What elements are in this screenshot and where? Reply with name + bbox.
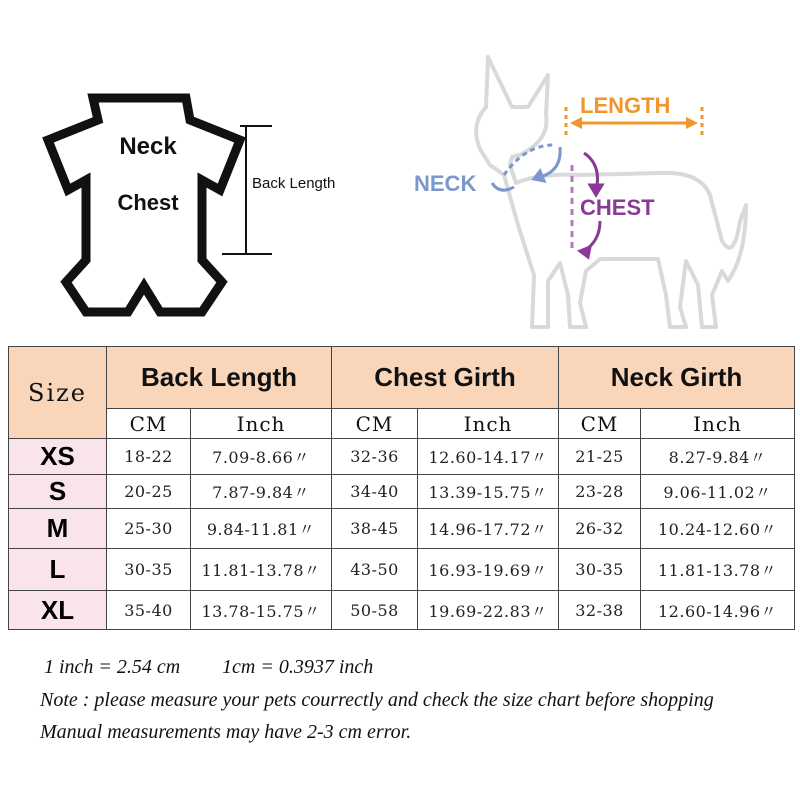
table-cell: 50-58 xyxy=(332,591,418,630)
table-cell: 16.93-19.69〃 xyxy=(418,549,559,591)
table-row xyxy=(9,475,795,509)
table-cell: 25-30 xyxy=(107,509,191,549)
table-cell: 35-40 xyxy=(107,591,191,630)
measurement-error-note: Manual measurements may have 2-3 cm error. xyxy=(40,721,412,743)
garment-chest-label: Chest xyxy=(117,190,179,215)
table-group-header-row xyxy=(9,347,795,409)
table-cell: 32-36 xyxy=(332,439,418,475)
unit-header: Inch xyxy=(641,409,795,439)
table-cell: 26-32 xyxy=(559,509,641,549)
table-row xyxy=(9,549,795,591)
garment-neck-label: Neck xyxy=(119,133,177,160)
back-length-header: Back Length xyxy=(107,347,332,409)
table-cell: 9.06-11.02〃 xyxy=(641,475,795,509)
unit-header: CM xyxy=(332,409,418,439)
table-cell: 11.81-13.78〃 xyxy=(191,549,332,591)
inch-to-cm-conversion: 1 inch = 2.54 cm xyxy=(44,656,181,678)
table-cell: 7.87-9.84〃 xyxy=(191,475,332,509)
table-unit-header-row xyxy=(9,409,795,439)
length-label: LENGTH xyxy=(580,93,671,118)
chest-label: CHEST xyxy=(580,195,655,220)
table-cell: 8.27-9.84〃 xyxy=(641,439,795,475)
table-cell: 21-25 xyxy=(559,439,641,475)
chest-girth-header: Chest Girth xyxy=(332,347,559,409)
size-label: XL xyxy=(9,591,107,630)
size-table xyxy=(8,346,795,630)
table-cell: 7.09-8.66〃 xyxy=(191,439,332,475)
neck-girth-header: Neck Girth xyxy=(559,347,795,409)
cm-to-inch-conversion: 1cm = 0.3937 inch xyxy=(222,656,374,678)
back-length-label: Back Length xyxy=(252,175,336,192)
table-cell: 34-40 xyxy=(332,475,418,509)
unit-header: CM xyxy=(107,409,191,439)
size-label: L xyxy=(9,549,107,591)
size-label: XS xyxy=(9,439,107,475)
unit-header: Inch xyxy=(418,409,559,439)
dog-diagram xyxy=(400,45,770,335)
table-cell: 30-35 xyxy=(107,549,191,591)
table-row xyxy=(9,591,795,630)
size-column-header: Size xyxy=(9,347,107,439)
table-cell: 13.39-15.75〃 xyxy=(418,475,559,509)
table-cell: 14.96-17.72〃 xyxy=(418,509,559,549)
table-cell: 32-38 xyxy=(559,591,641,630)
neck-label: NECK xyxy=(414,171,477,196)
table-cell: 12.60-14.17〃 xyxy=(418,439,559,475)
table-cell: 9.84-11.81〃 xyxy=(191,509,332,549)
garment-diagram xyxy=(40,90,360,320)
table-cell: 10.24-12.60〃 xyxy=(641,509,795,549)
table-row xyxy=(9,439,795,475)
table-cell: 11.81-13.78〃 xyxy=(641,549,795,591)
table-cell: 19.69-22.83〃 xyxy=(418,591,559,630)
unit-header: CM xyxy=(559,409,641,439)
table-cell: 20-25 xyxy=(107,475,191,509)
table-row xyxy=(9,509,795,549)
table-cell: 13.78-15.75〃 xyxy=(191,591,332,630)
table-cell: 23-28 xyxy=(559,475,641,509)
table-cell: 12.60-14.96〃 xyxy=(641,591,795,630)
table-cell: 18-22 xyxy=(107,439,191,475)
table-cell: 38-45 xyxy=(332,509,418,549)
measurement-note: Note : please measure your pets courrectly and check the size chart before shopping xyxy=(40,689,714,711)
unit-header: Inch xyxy=(191,409,332,439)
size-label: S xyxy=(9,475,107,509)
size-label: M xyxy=(9,509,107,549)
table-cell: 30-35 xyxy=(559,549,641,591)
table-cell: 43-50 xyxy=(332,549,418,591)
